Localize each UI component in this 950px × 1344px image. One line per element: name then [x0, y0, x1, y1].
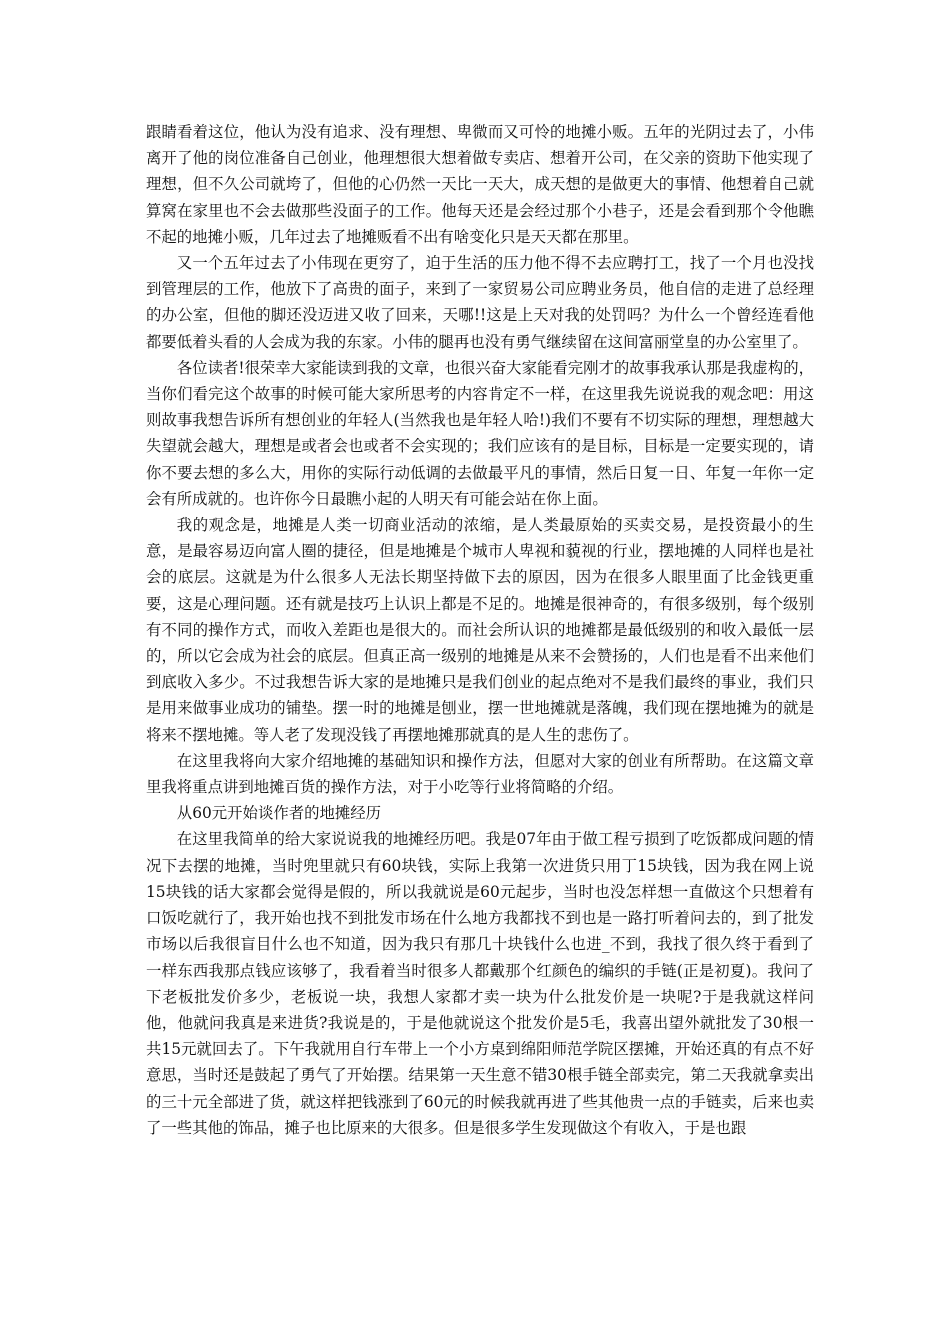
section-heading: 从60元开始谈作者的地摊经历: [176, 804, 382, 823]
paragraph-1: 跟睛看着这位，他认为没有追求、没有理想、卑微而又可怜的地摊小贩。五年的光阴过去了，小伟离开了他的岗位准备自己创业，他理想很大想着做专卖店、想着开公司，在父亲的资助下他实现了理想，但不久公司就垮了，但他的心仍然一天比一天大，成天想的是做更大的事情、他想着自己就算窝在家里也不会去做那些没面子的工作。他每天还是会经过那个小巷子，还是会看到那个令他瞧不起的地摊小贩，几年过去了地摊贩看不出有啥变化只是天天都在那里。: [146, 123, 814, 246]
paragraph-2: 又一个五年过去了小伟现在更穷了，迫于生活的压力他不得不去应聘打工，找了一个月也没找到管理层的工作，他放下了高贵的面子，来到了一家贸易公司应聘业务员，他自信的走进了总经理的办公室，但他的脚还没迈进又收了回来，天哪!!这是上天对我的处罚吗？为什么一个曾经连看他都要低着头看的人会成为我的东家。小伟的腿再也没有勇气继续留在这间富丽堂皇的办公室里了。: [146, 254, 814, 351]
paragraph-4: 我的观念是，地摊是人类一切商业活动的浓缩，是人类最原始的买卖交易，是投资最小的生意，是最容易迈向富人圈的捷径，但是地摊是个城市人卑视和藐视的行业，摆地摊的人同样也是社会的底层。这就是为什么很多人无法长期坚持做下去的原因，因为在很多人眼里面了比金钱更重要，这是心理问题。还有就是技巧上认识上都是不足的。地摊是很神奇的，有很多级别，每个级别有不同的操作方式，而收入差距也是很大的。而社会所认识的地摊都是最低级别的和收入最低一层的，所以它会成为社会的底层。但真正高一级别的地摊是从来不会赞扬的，人们也是看不出来他们到底收入多少。不过我想告诉大家的是地摊只是我们创业的起点绝对不是我们最终的事业，我们只是用来做事业成功的铺垫。摆一时的地摊是刨业，摆一世地摊就是落魄，我们现在摆地摊为的就是将来不摆地摊。等人老了发现没钱了再摆地摊那就真的是人生的悲伤了。: [146, 516, 814, 744]
paragraph-3: 各位读者!很荣幸大家能读到我的文章，也很兴奋大家能看完刚才的故事我承认那是我虚构的，当你们看完这个故事的时候可能大家所思考的内容肯定不一样，在这里我先说说我的观念吧：用这则故事我想告诉所有想创业的年轻人(当然我也是年轻人哈!)我们不要有不切实际的理想，理想越大失望就会越大，理想是或者会也或者不会实现的；我们应该有的是目标，目标是一定要实现的，请你不要去想的多么大，用你的实际行动低调的去做最平凡的事情，然后日复一日、年复一年你一定会有所成就的。也许你今日最瞧小起的人明天有可能会站在你上面。: [146, 358, 814, 508]
document-page: [146, 119, 814, 1141]
paragraph-5: 在这里我将向大家介绍地摊的基础知识和操作方法，但愿对大家的创业有所帮助。在这篇文章里我将重点讲到地摊百货的操作方法，对于小吃等行业将简略的介绍。: [146, 751, 814, 797]
paragraph-6: 在这里我简单的给大家说说我的地摊经历吧。我是07年由于做工程亏损到了吃饭都成问题的情况下去摆的地摊，当时兜里就只有60块钱，实际上我第一次进货只用丁15块钱，因为我在网上说15块钱的话大家都会觉得是假的，所以我就说是60元起步，当时也没怎样想一直做这个只想着有口饭吃就行了，我开始也找不到批发市场在什么地方我都找不到也是一路打听着问去的，到了批发市场以后我很盲目什么也不知道，因为我只有那几十块钱什么也进_不到，我找了很久终于看到了一样东西我那点钱应该够了，我看着当时很多人都戴那个红颜色的编织的手链(正是初夏)。我问了下老板批发价多少，老板说一块，我想人家都才卖一块为什么批发价是一块呢?于是我就这样问他，他就问我真是来进货?我说是的，于是他就说这个批发价是5毛，我喜出望外就批发了30根一共15元就回去了。下午我就用自行车带上一个小方桌到绵阳师范学院区摆摊，开始还真的有点不好意思，当时还是鼓起了勇气了开始摆。结果第一天生意不错30根手链全部卖完，第二天我就拿卖出的三十元全部进了货，就这样把钱涨到了60元的时候我就再进了些其他贵一点的手链卖，后来也卖了一些其他的饰品，摊子也比原来的大很多。但是很多学生发现做这个有收入，于是也跟: [146, 830, 814, 1137]
